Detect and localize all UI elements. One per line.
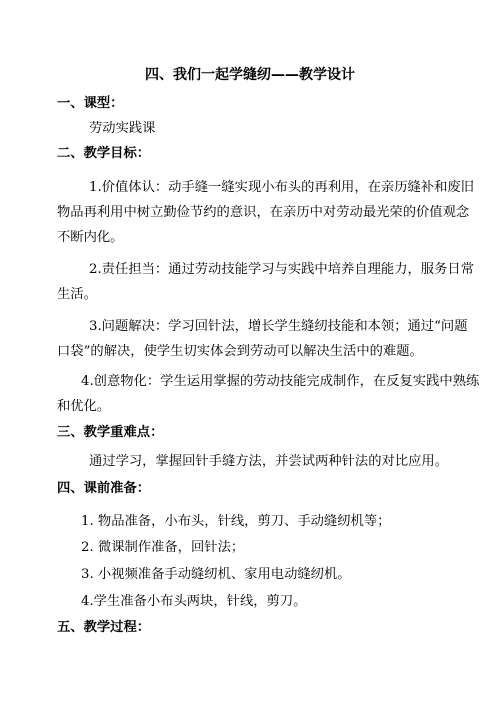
objective-line: 物品再利用中树立勤俭节约的意识，在亲历中对劳动最光荣的价值观念 <box>57 205 470 220</box>
section-heading-lesson-type: 一、课型： <box>57 96 124 111</box>
preparation-item: 2. 微课制作准备，回针法； <box>81 540 245 555</box>
objective-line: 1.价值体认：动手缝一缝实现小布头的再利用，在亲历缝补和废旧 <box>89 180 474 195</box>
preparation-item: 1. 物品准备，小布头，针线，剪刀、手动缝纫机等； <box>81 514 391 529</box>
section-heading-key-points: 三、教学重难点： <box>57 425 164 440</box>
preparation-item: 4.学生准备小布头两块，针线，剪刀。 <box>81 594 307 609</box>
objective-line: 4.创意物化：学生运用掌握的劳动技能完成制作，在反复实践中熟练 <box>81 374 480 389</box>
section-heading-objectives: 二、教学目标： <box>57 146 151 161</box>
objective-line: 2.责任担当：通过劳动技能学习与实践中培养自理能力，服务日常 <box>89 262 474 277</box>
lesson-type-text: 劳动实践课 <box>89 121 156 136</box>
objective-line: 3.问题解决：学习回针法，增长学生缝纫技能和本领；通过“问题 <box>89 319 468 334</box>
key-points-text: 通过学习，掌握回针手缝方法，并尝试两种针法的对比应用。 <box>89 454 449 469</box>
objective-line: 生活。 <box>57 287 97 302</box>
objective-line: 口袋”的解决，使学生切实体会到劳动可以解决生活中的难题。 <box>57 344 423 359</box>
preparation-item: 3. 小视频准备手动缝纫机、家用电动缝纫机。 <box>81 567 351 582</box>
section-heading-process: 五、教学过程： <box>57 620 151 635</box>
section-heading-preparation: 四、课前准备： <box>57 481 151 496</box>
objective-line: 和优化。 <box>57 399 111 414</box>
document-title: 四、我们一起学缝纫——教学设计 <box>145 67 355 83</box>
objective-line: 不断内化。 <box>57 230 124 245</box>
